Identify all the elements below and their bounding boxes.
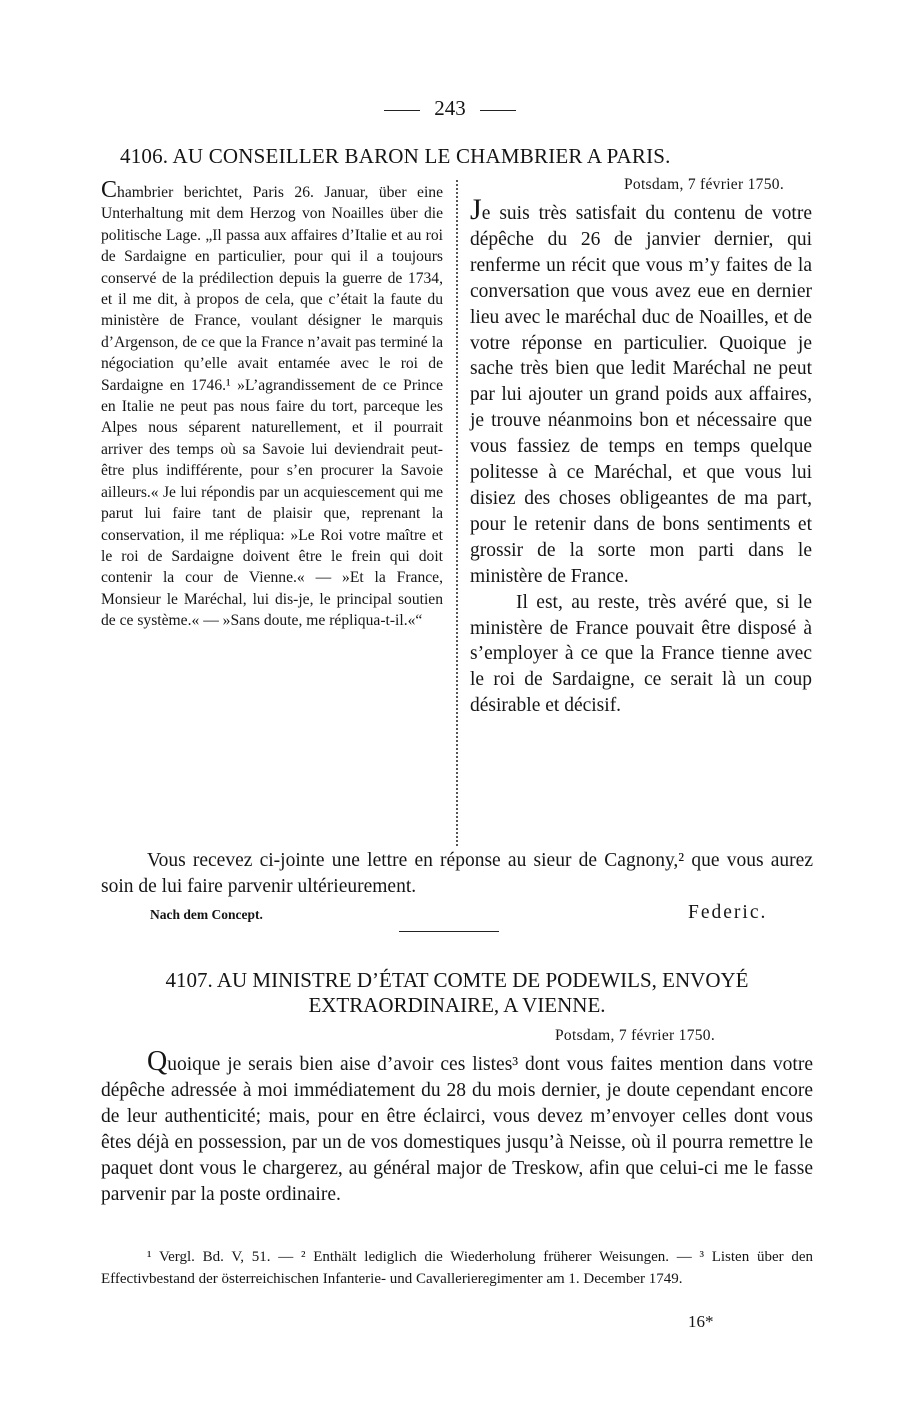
letter-4106-paragraph-3: Vous recevez ci-jointe une lettre en réponse au sieur de Cagnony,² que vous aurez soin de lui faire parvenir ultérieurement. xyxy=(101,850,813,897)
letter-4106-dateline: Potsdam, 7 février 1750. xyxy=(623,176,784,193)
letter-4107-paragraph xyxy=(101,1046,813,1208)
letter-4106-body xyxy=(470,175,812,719)
header-rule-left xyxy=(384,110,420,111)
page-header xyxy=(0,96,900,121)
letter-4107-dateline: Potsdam, 7 février 1750. xyxy=(555,1027,716,1044)
paragraph-text: uoique je serais bien aise d’avoir ces listes³ dont vous faites mention dans votre dépêche adressée à moi immédiatement du 28 du mois dernier, je doute cependant encore de leur authenticité; mais, pour en être éclairci, vous devez m’envoyer celles dont vous êtes déjà en possession, par un de vos domestiques jusqu’à Neisse, où il pourra remettre le paquet dont vous le chargerez, au général major de Treskow, afin que celui-ci me le fasse parvenir par la poste ordinaire. xyxy=(101,1054,813,1205)
letter-4106-closing xyxy=(101,848,813,900)
summary-initial: C xyxy=(101,177,118,203)
summary-text: hambrier berichtet, Paris 26. Januar, über eine Unterhaltung mit dem Herzog von Noailles über die politische Lage. „Il passa aux affaires d’Italie et au roi de Sardaigne en particulier, pour qui il a toujours conservé de la prédilection depuis la guerre de 1734, et il me dit, à propos de cela, que c’était la faute du ministère de France, voulant désigner le marquis d’Argenson, de ce que la France n’avait pas terminé la négociation qu’elle avait entamée avec le roi de Sardaigne en 1746.¹ »L’agrandissement de ce Prince en Italie ne peut pas nous faire du tort, parceque les Alpes nous séparent naturellement, et il pourrait arriver des temps où sa Savoie lui deviendrait peut-être plus indifférente, pour s’en procurer la Savoie ailleurs.« Je lui répondis par un acquiescement qui me parut lui faire tant de plaisir que, reprenant la conservation, il me répliqua: »Le Roi votre maître et le roi de Sardaigne doivent être le frein qui doit contenir la cour de Vienne.« — »Et la France, Monsieur le Maréchal, lui dis-je, le principal soutien de ce système.« — »Sans doute, me répliqua-t-il.«“ xyxy=(101,184,443,630)
letter-4106-paragraph-2: Il est, au reste, très avéré que, si le ministère de France pouvait être disposé à s’employer à ce que la France tienne avec le roi de Sardaigne, ce serait là un coup désirable et décisif. xyxy=(470,591,812,717)
letter-4106-title: 4106. AU CONSEILLER BARON LE CHAMBRIER A PARIS. xyxy=(120,144,671,168)
paragraph-initial: J xyxy=(470,193,482,226)
page-number: 243 xyxy=(434,96,466,120)
column-divider xyxy=(456,180,458,846)
letter-4106-paragraph-1 xyxy=(470,193,812,590)
paragraph-text: e suis très satisfait du contenu de votre dépêche du 26 de janvier dernier, qui renferme un récit que vous m’y faites de la conversation que vous avez eue en dernier lieu avec le maréchal duc de Noailles, et de votre réponse en particulier. Quoique je sache très bien que ledit Maréchal ne peut par lui ajouter un grand poids aux affaires, je trouve néanmoins bon et nécessaire que vous fassiez de temps en temps quelque politesse à ce Maréchal, et que vous lui disiez des choses obligeantes de ma part, pour le retenir dans de bons sentiments et grossir de la sorte mon parti dans le ministère de France. xyxy=(470,203,812,587)
paragraph-initial: Q xyxy=(147,1046,168,1077)
letter-4106-summary xyxy=(101,177,443,632)
header-rule-right xyxy=(480,110,516,111)
letter-4107-body xyxy=(101,1046,813,1208)
footnotes xyxy=(101,1246,813,1290)
sheet-signature: 16* xyxy=(688,1312,714,1331)
letter-4107-title: 4107. AU MINISTRE D’ÉTAT COMTE DE PODEWILS, ENVOYÉ EXTRAORDINAIRE, A VIENNE. xyxy=(165,968,749,1017)
source-note: Nach dem Concept. xyxy=(150,907,263,922)
signature: Federic. xyxy=(688,902,768,923)
section-separator xyxy=(399,931,499,932)
footnote-text: ¹ Vergl. Bd. V, 51. — ² Enthält lediglich die Wiederholung früherer Weisungen. — ³ Listen über den Effectivbestand der österreichischen Infanterie- und Cavallerieregimenter am 1. December 1749. xyxy=(101,1249,813,1287)
